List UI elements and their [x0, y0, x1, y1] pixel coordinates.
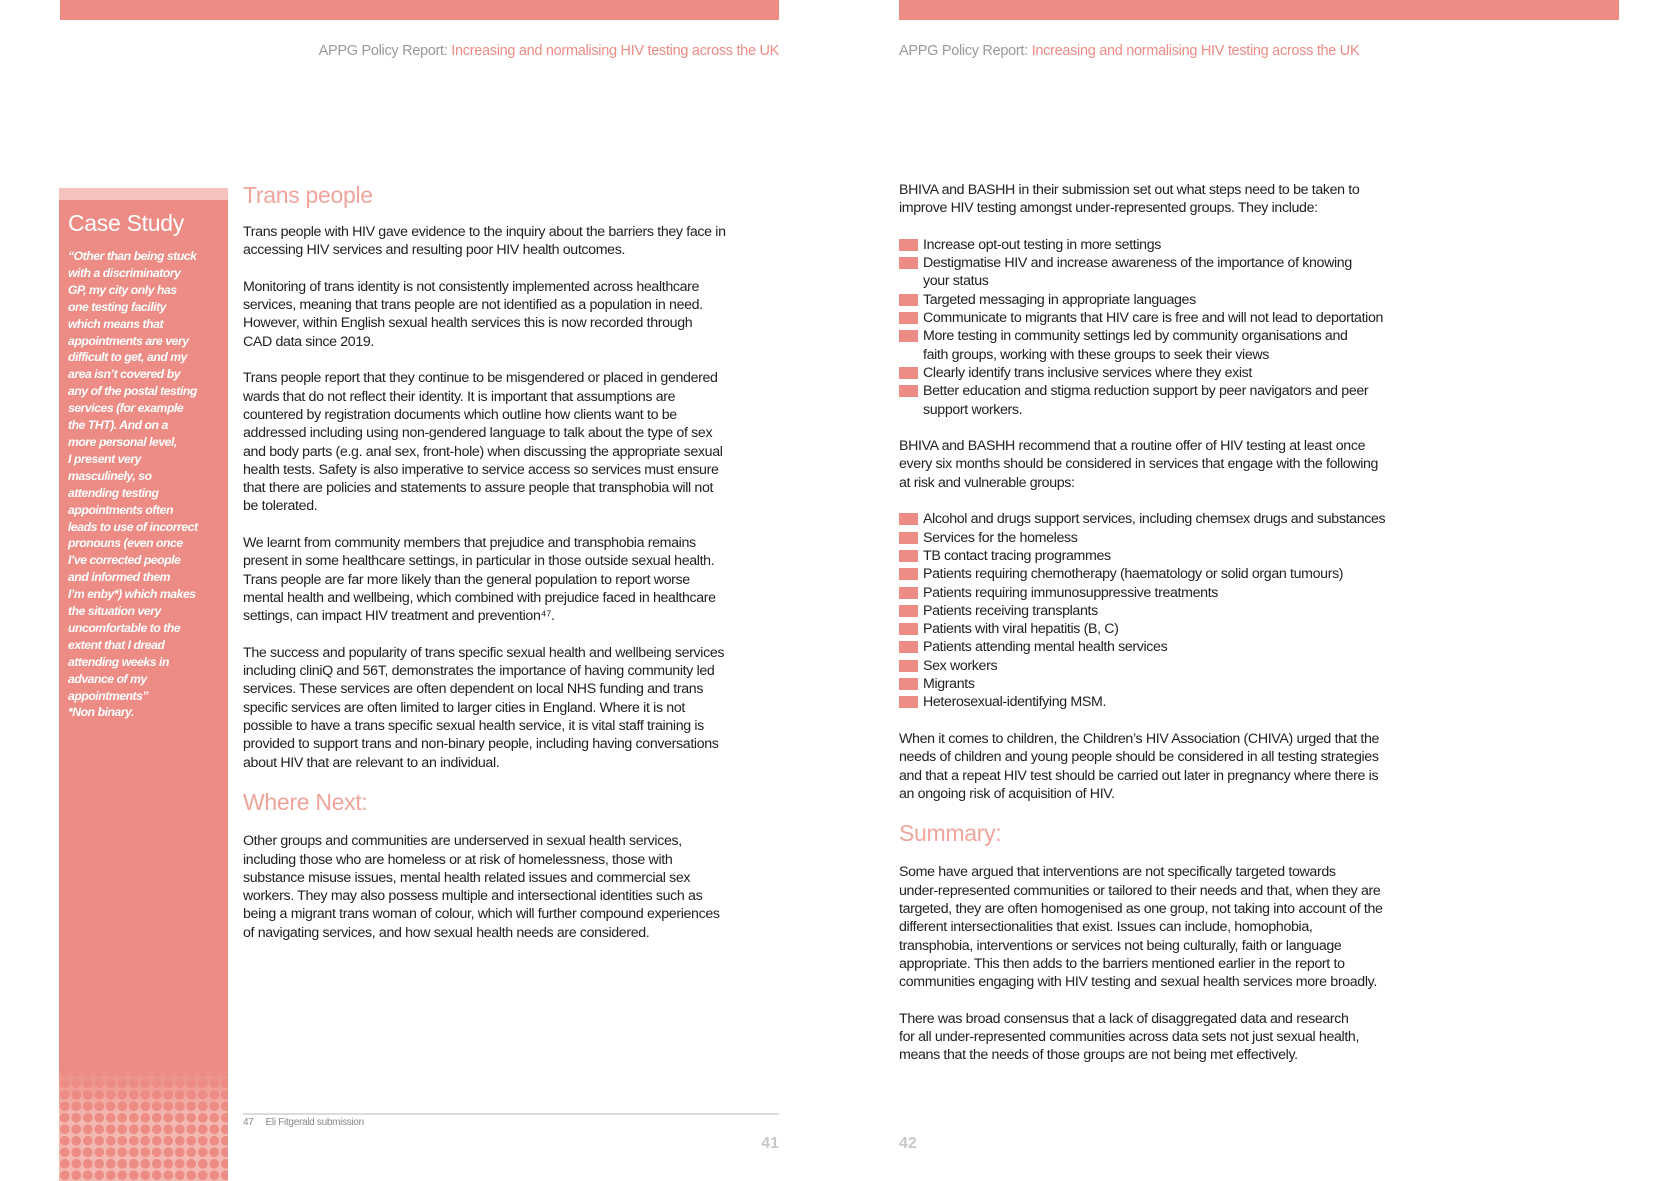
- list-item: Communicate to migrants that HIV care is free and will not lead to deportation: [899, 309, 1459, 327]
- right-page-top-bar: [899, 0, 1619, 20]
- page-number-left: 41: [761, 1135, 779, 1152]
- case-study-quote: “Other than being stuck with a discriminatory GP, my city only has one testing facility which means that appointments are very difficult to get, and my area isn’t covered by any of the postal testing services (for example the THT). And on a more personal level, I present very masculinely, so attending testing appointments often leads to use of incorrect pronouns (even once I’ve corrected people and informed them I’m enby*) which makes the situation very uncomfortable to the extent that I dread attending weeks in advance of my appointments” *Non binary.: [68, 249, 198, 720]
- paragraph: Monitoring of trans identity is not consistently implemented across healthcare services, meaning that trans people are not identified as a population in need. However, within English sexual health services this is now recorded through CAD data since 2019.: [243, 278, 703, 350]
- square-bullet-icon: [899, 330, 918, 342]
- paragraph: Some have argued that interventions are not specifically targeted towards under-represented communities or tailored to their needs and that, when they are targeted, they are often homogenised as one group, not taking into account of the different intersectionalities that exist. Issues can include, homophobia, transphobia, interventions or services not being culturally, faith or language appropriate. This then adds to the barriers mentioned earlier in the report to communities engaging with HIV testing and sexual health services more broadly.: [899, 864, 1383, 991]
- list-item: Heterosexual-identifying MSM.: [899, 693, 1459, 711]
- list-item: Clearly identify trans inclusive services where they exist: [899, 364, 1459, 382]
- heading-trans-people: Trans people: [243, 182, 373, 208]
- square-bullet-icon: [899, 294, 918, 306]
- paragraph: Other groups and communities are underserved in sexual health services, including those who are homeless or at risk of homelessness, those with substance misuse issues, mental health related issues and commercial sex workers. They may also possess multiple and intersectional identities such as being a migrant trans woman of colour, which will further compound experiences of navigating services, and how sexual health needs are considered.: [243, 833, 720, 941]
- list-item: Patients receiving transplants: [899, 602, 1459, 620]
- groups-list: [899, 510, 1459, 711]
- square-bullet-icon: [899, 532, 918, 544]
- square-bullet-icon: [899, 696, 918, 708]
- square-bullet-icon: [899, 623, 918, 635]
- square-bullet-icon: [899, 312, 918, 324]
- right-main-column: [899, 181, 1459, 1083]
- page-number-right: 42: [899, 1135, 917, 1152]
- square-bullet-icon: [899, 678, 918, 690]
- left-page-top-bar: [60, 0, 779, 20]
- list-item: Services for the homeless: [899, 529, 1459, 547]
- square-bullet-icon: [899, 641, 918, 653]
- list-item: Patients with viral hepatitis (B, C): [899, 620, 1459, 638]
- list-item: Targeted messaging in appropriate languages: [899, 291, 1459, 309]
- sidebar-band: [59, 188, 228, 200]
- footnote: [243, 1117, 376, 1128]
- footnote-number: 47: [243, 1117, 254, 1128]
- square-bullet-icon: [899, 550, 918, 562]
- square-bullet-icon: [899, 568, 918, 580]
- square-bullet-icon: [899, 587, 918, 599]
- list-item: Destigmatise HIV and increase awareness of the importance of knowing your status: [899, 254, 1459, 291]
- case-study-title: Case Study: [68, 210, 184, 236]
- heading-where-next: Where Next:: [243, 789, 368, 816]
- square-bullet-icon: [899, 367, 918, 379]
- paragraph: We learnt from community members that prejudice and transphobia remains present in some healthcare settings, in particular in those outside sexual health. Trans people are far more likely than the general population to report worse mental health and wellbeing, which combined with prejudice faced in healthcare settings, can impact HIV treatment and prevention⁴⁷.: [243, 535, 716, 625]
- list-item: More testing in community settings led by community organisations and faith groups, working with these groups to seek their views: [899, 327, 1459, 364]
- steps-list: [899, 236, 1459, 419]
- dot-pattern-decoration: [59, 1066, 228, 1181]
- square-bullet-icon: [899, 239, 918, 251]
- square-bullet-icon: [899, 257, 918, 269]
- header-title: Increasing and normalising HIV testing across the UK: [451, 43, 779, 59]
- right-running-header: [899, 43, 1359, 59]
- list-item: Migrants: [899, 675, 1459, 693]
- paragraph: Trans people with HIV gave evidence to the inquiry about the barriers they face in accessing HIV services and resulting poor HIV health outcomes.: [243, 224, 726, 259]
- paragraph-children: When it comes to children, the Children’s HIV Association (CHIVA) urged that the needs of children and young people should be considered in all testing strategies and that a repeat HIV test should be carried out later in pregnancy where there is an ongoing risk of acquisition of HIV.: [899, 730, 1380, 802]
- list-item: Alcohol and drugs support services, including chemsex drugs and substances: [899, 510, 1459, 528]
- header-prefix: APPG Policy Report:: [899, 43, 1032, 59]
- paragraph: The success and popularity of trans specific sexual health and wellbeing services including cliniQ and 56T, demonstrates the importance of having community led services. These services are often dependent on local NHS funding and trans specific services are often limited to larger cities in England. Where it is not possible to have a trans specific sexual health service, it is vital staff training is provided to support trans and non-binary people, including having conversations about HIV that are relevant to an individual.: [243, 644, 725, 771]
- paragraph-intro: BHIVA and BASHH in their submission set out what steps need to be taken to improve HIV testing amongst under-represented groups. They include:: [899, 182, 1360, 217]
- paragraph: Trans people report that they continue to be misgendered or placed in gendered wards that do not reflect their identity. It is important that assumptions are countered by registration documents which outline how clients want to be addressed including using non-gendered language to talk about the type of sex and body parts (e.g. anal sex, front-hole) when discussing the appropriate sexual health tests. Safety is also imperative to service access so services must ensure that there are policies and statements to assure people that transphobia will not be tolerated.: [243, 370, 723, 515]
- list-item: Patients requiring chemotherapy (haematology or solid organ tumours): [899, 565, 1459, 583]
- list-item: Patients requiring immunosuppressive treatments: [899, 584, 1459, 602]
- footnote-divider: [243, 1113, 779, 1115]
- list-item: Better education and stigma reduction support by peer navigators and peer support workers.: [899, 382, 1459, 419]
- heading-summary: Summary:: [899, 820, 1002, 847]
- paragraph-recommend: BHIVA and BASHH recommend that a routine offer of HIV testing at least once every six months should be considered in services that engage with the following at risk and vulnerable groups:: [899, 438, 1379, 491]
- paragraph: There was broad consensus that a lack of disaggregated data and research for all under-represented communities across data sets not just sexual health, means that the needs of those groups are not being met effectively.: [899, 1010, 1360, 1064]
- header-prefix: APPG Policy Report:: [318, 43, 452, 59]
- square-bullet-icon: [899, 513, 918, 525]
- list-item: Increase opt-out testing in more settings: [899, 236, 1459, 254]
- case-study-sidebar: [59, 188, 228, 1181]
- square-bullet-icon: [899, 605, 918, 617]
- footnote-text: Eli Fitgerald submission: [265, 1117, 364, 1128]
- square-bullet-icon: [899, 660, 918, 672]
- header-title: Increasing and normalising HIV testing across the UK: [1031, 43, 1360, 59]
- left-main-column: [243, 180, 788, 960]
- list-item: Patients attending mental health services: [899, 638, 1459, 656]
- square-bullet-icon: [899, 385, 918, 397]
- list-item: Sex workers: [899, 657, 1459, 675]
- list-item: TB contact tracing programmes: [899, 547, 1459, 565]
- left-running-header: [319, 43, 779, 59]
